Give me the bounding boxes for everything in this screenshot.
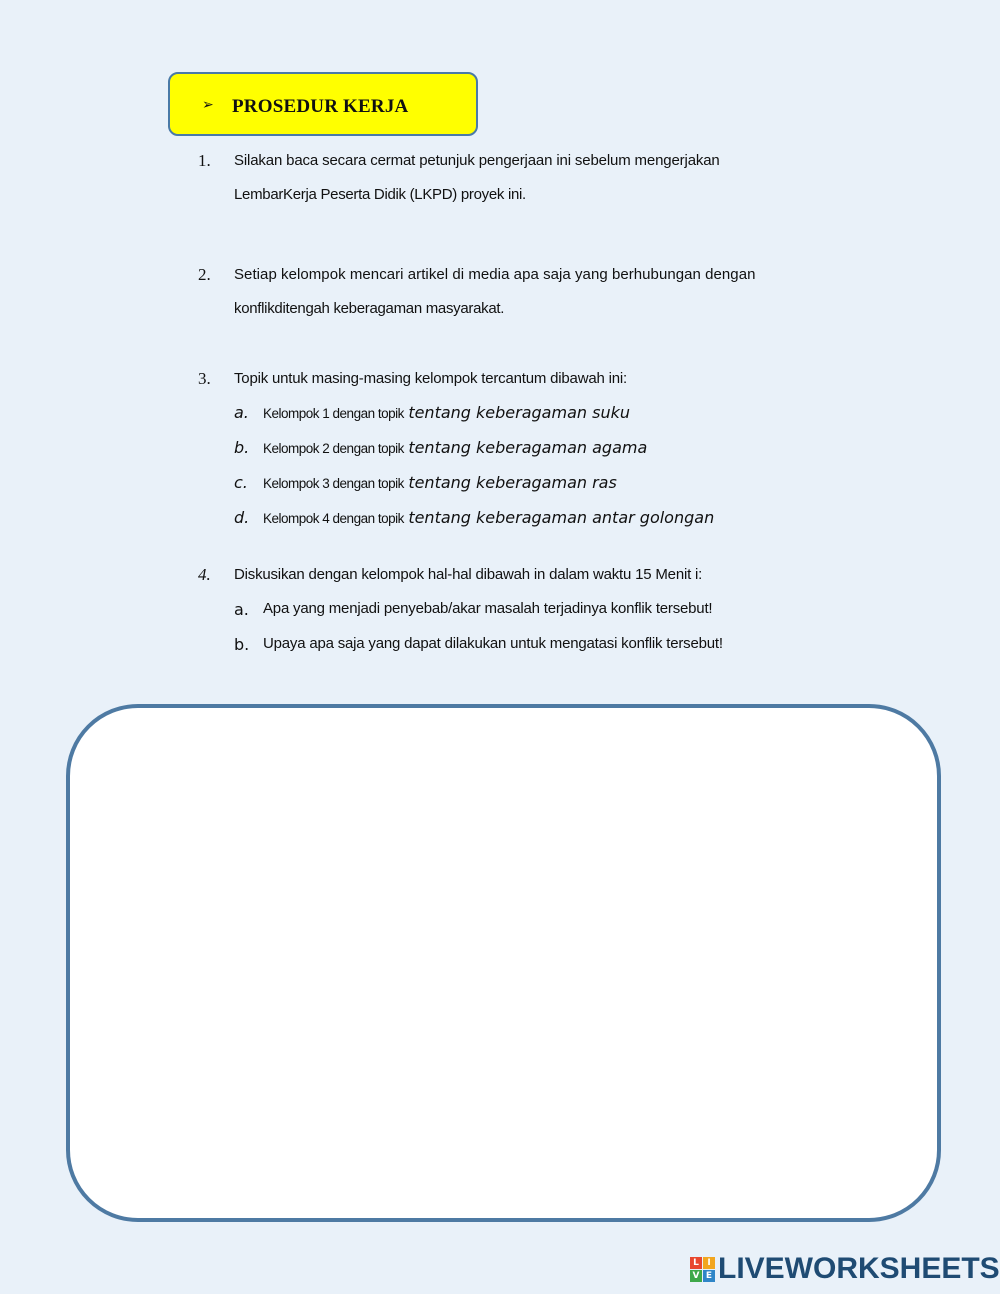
sub-item-text: Upaya apa saja yang dapat dilakukan untuk mengatasi konflik tersebut!	[263, 635, 723, 652]
sub-item-topic: tentang keberagaman ras	[408, 473, 617, 492]
item-text-line: Topik untuk masing-masing kelompok tercantum dibawah ini:	[234, 370, 627, 387]
sub-item-prefix: Kelompok 2 dengan topik	[263, 441, 404, 456]
sub-item-letter: c.	[234, 473, 248, 492]
section-title: PROSEDUR KERJA	[232, 96, 409, 117]
sub-item	[263, 438, 647, 458]
sub-item-text: Apa yang menjadi penyebab/akar masalah terjadinya konflik tersebut!	[263, 600, 713, 617]
sub-item-letter: d.	[234, 508, 250, 527]
item-text-line: konflikditengah keberagaman masyarakat.	[234, 300, 505, 317]
item-number: 3.	[198, 369, 211, 388]
logo-cell: I	[703, 1257, 715, 1269]
logo-icon	[690, 1257, 715, 1282]
sub-item-letter: b.	[234, 438, 250, 457]
section-header	[168, 72, 478, 136]
sub-item-topic: tentang keberagaman antar golongan	[408, 508, 715, 527]
sub-item-letter: a.	[234, 403, 249, 422]
arrow-bullet-icon: ➢	[202, 97, 214, 113]
sub-item-prefix: Kelompok 3 dengan topik	[263, 476, 404, 491]
logo-cell: E	[703, 1270, 715, 1282]
item-text-line: Diskusikan dengan kelompok hal-hal dibawah in dalam waktu 15 Menit i:	[234, 566, 703, 583]
sub-item-letter: b.	[234, 635, 250, 654]
sub-item-topic: tentang keberagaman suku	[408, 403, 630, 422]
item-number: 2.	[198, 265, 211, 284]
sub-item	[263, 508, 714, 528]
item-number: 4.	[198, 565, 211, 584]
sub-item	[263, 403, 630, 423]
sub-item-letter: a.	[234, 600, 249, 619]
logo-text: LIVEWORKSHEETS	[718, 1252, 1000, 1285]
item-text-line: Silakan baca secara cermat petunjuk pengerjaan ini sebelum mengerjakan	[234, 152, 720, 169]
logo-cell: V	[690, 1270, 702, 1282]
liveworksheets-logo	[690, 1252, 1000, 1286]
sub-item-prefix: Kelompok 4 dengan topik	[263, 511, 404, 526]
sub-item-prefix: Kelompok 1 dengan topik	[263, 406, 404, 421]
sub-item	[263, 473, 617, 493]
item-number: 1.	[198, 151, 211, 170]
item-text-line: Setiap kelompok mencari artikel di media apa saja yang berhubungan dengan	[234, 266, 756, 283]
logo-cell: L	[690, 1257, 702, 1269]
item-text-line: LembarKerja Peserta Didik (LKPD) proyek ini.	[234, 186, 526, 203]
answer-box[interactable]	[66, 704, 941, 1222]
sub-item-topic: tentang keberagaman agama	[408, 438, 648, 457]
